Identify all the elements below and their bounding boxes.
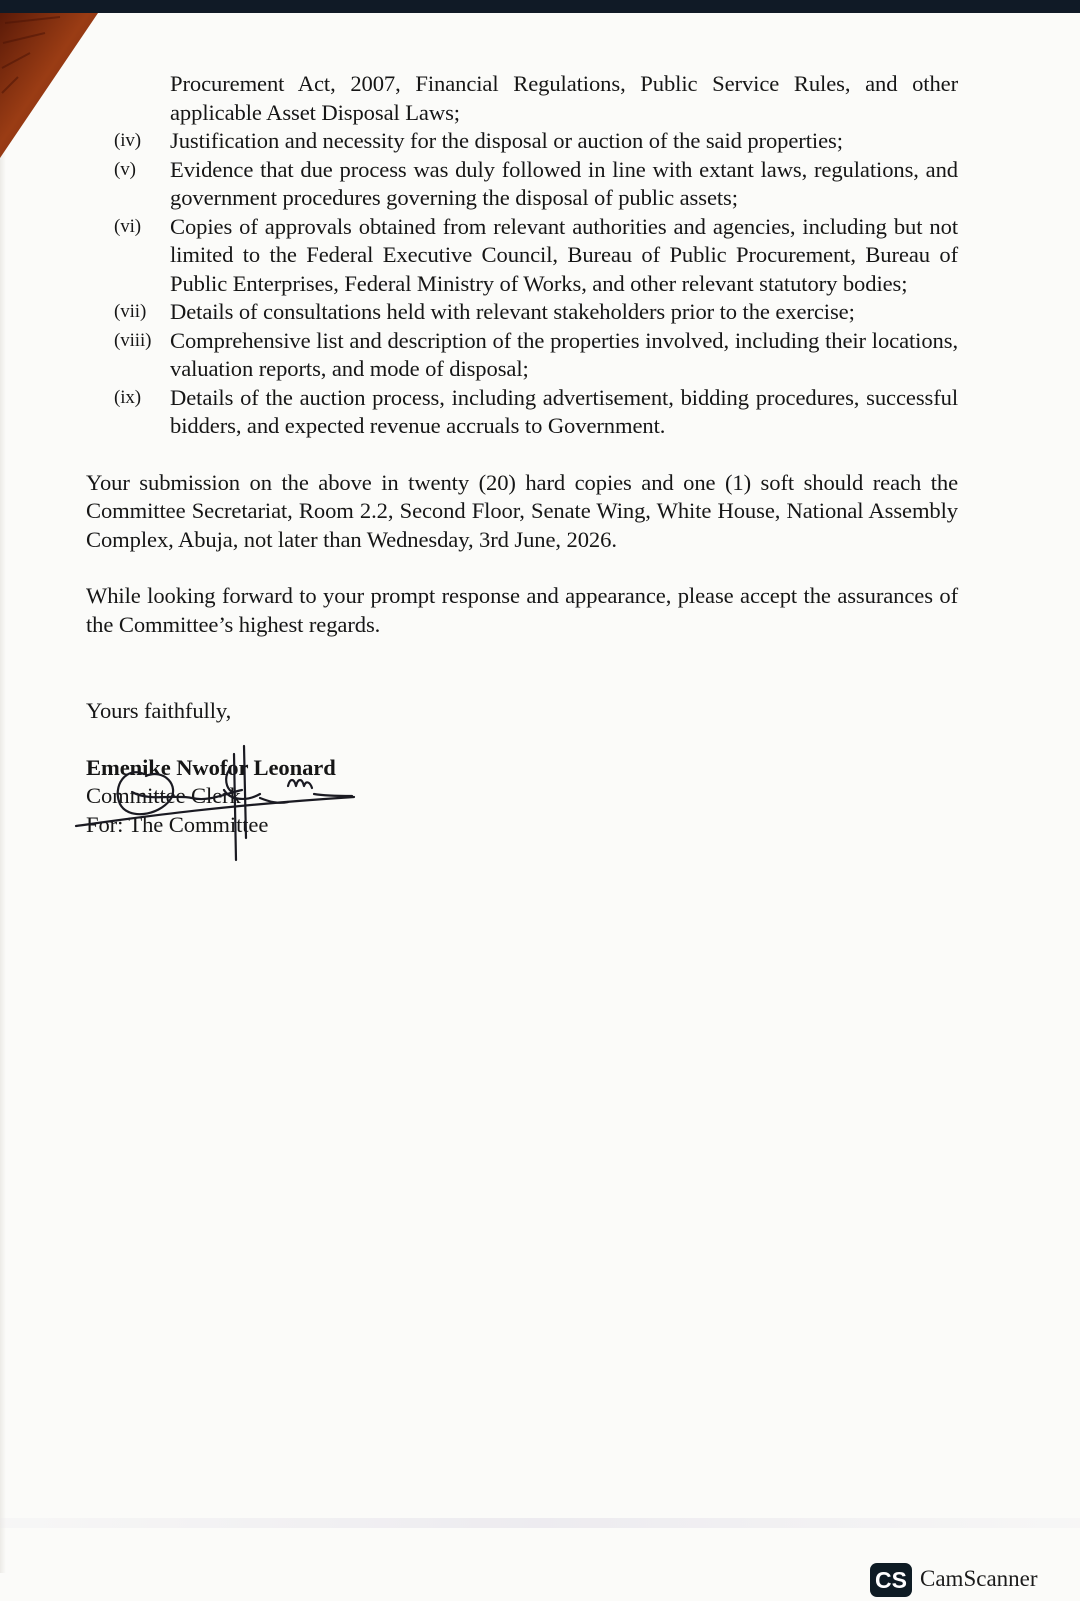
letter-body — [86, 70, 958, 839]
list-item — [86, 384, 958, 441]
handwritten-signature — [74, 742, 374, 862]
top-dark-bar — [0, 0, 1080, 13]
list-item — [86, 213, 958, 299]
list-continuation — [86, 70, 958, 127]
list-item-text: Copies of approvals obtained from relevant authorities and agencies, including but not limited to the Federal Executive Council, Bureau of Public Procurement, Bureau of Public Enterprises, Federal Ministry of Works, and other relevant statutory bodies; — [170, 213, 958, 296]
paper-edge-shadow — [0, 13, 6, 1573]
signatory-for: For: The Committee — [86, 811, 269, 837]
signatory-title: Committee Clerk — [86, 783, 241, 808]
camscanner-logo-icon: CS — [870, 1563, 912, 1597]
closing-salutation: Yours faithfully, — [86, 698, 232, 723]
list-item-number: (iv) — [114, 130, 142, 151]
list-item-number: (ix) — [114, 386, 142, 408]
list-item-text: Comprehensive list and description of the properties involved, including their locations, valuation reports, and mode of disposal; — [170, 327, 958, 381]
list-item-number: (vii) — [114, 301, 147, 322]
list-item-text: Details of consultations held with relevant stakeholders prior to the exercise; — [170, 299, 855, 324]
list-item-number: (v) — [114, 158, 136, 180]
list-item — [86, 298, 958, 327]
camscanner-label: CamScanner — [920, 1566, 1038, 1591]
list-item — [86, 327, 958, 384]
camscanner-watermark — [870, 1563, 1060, 1597]
wooden-desk-corner — [0, 13, 100, 163]
list-item-text: Justification and necessity for the disposal or auction of the said properties; — [170, 128, 843, 153]
scan-artifact-band — [0, 1518, 1080, 1528]
signatory-name: Emenike Nwofor Leonard — [86, 754, 336, 780]
list-item-text: Details of the auction process, including advertisement, bidding procedures, successful bidders, and expected revenue accruals to Government. — [170, 384, 958, 438]
list-item — [86, 127, 958, 156]
list-continuation-text: Procurement Act, 2007, Financial Regulations, Public Service Rules, and other applicable Asset Disposal Laws; — [170, 71, 958, 125]
submission-paragraph: Your submission on the above in twenty (20) hard copies and one (1) soft should reach the Committee Secretariat, Room 2.2, Second Floor, Senate Wing, White House, National Assembly Complex, Abuja, not later than Wednesday, 3rd June, 2026. — [86, 469, 958, 552]
regards-paragraph: While looking forward to your prompt response and appearance, please accept the assurances of the Committee’s highest regards. — [86, 583, 958, 637]
list-item — [86, 156, 958, 213]
list-item-number: (viii) — [114, 329, 152, 351]
list-item-number: (vi) — [114, 215, 142, 237]
list-item-text: Evidence that due process was duly followed in line with extant laws, regulations, and government procedures governing the disposal of public assets; — [170, 156, 958, 210]
